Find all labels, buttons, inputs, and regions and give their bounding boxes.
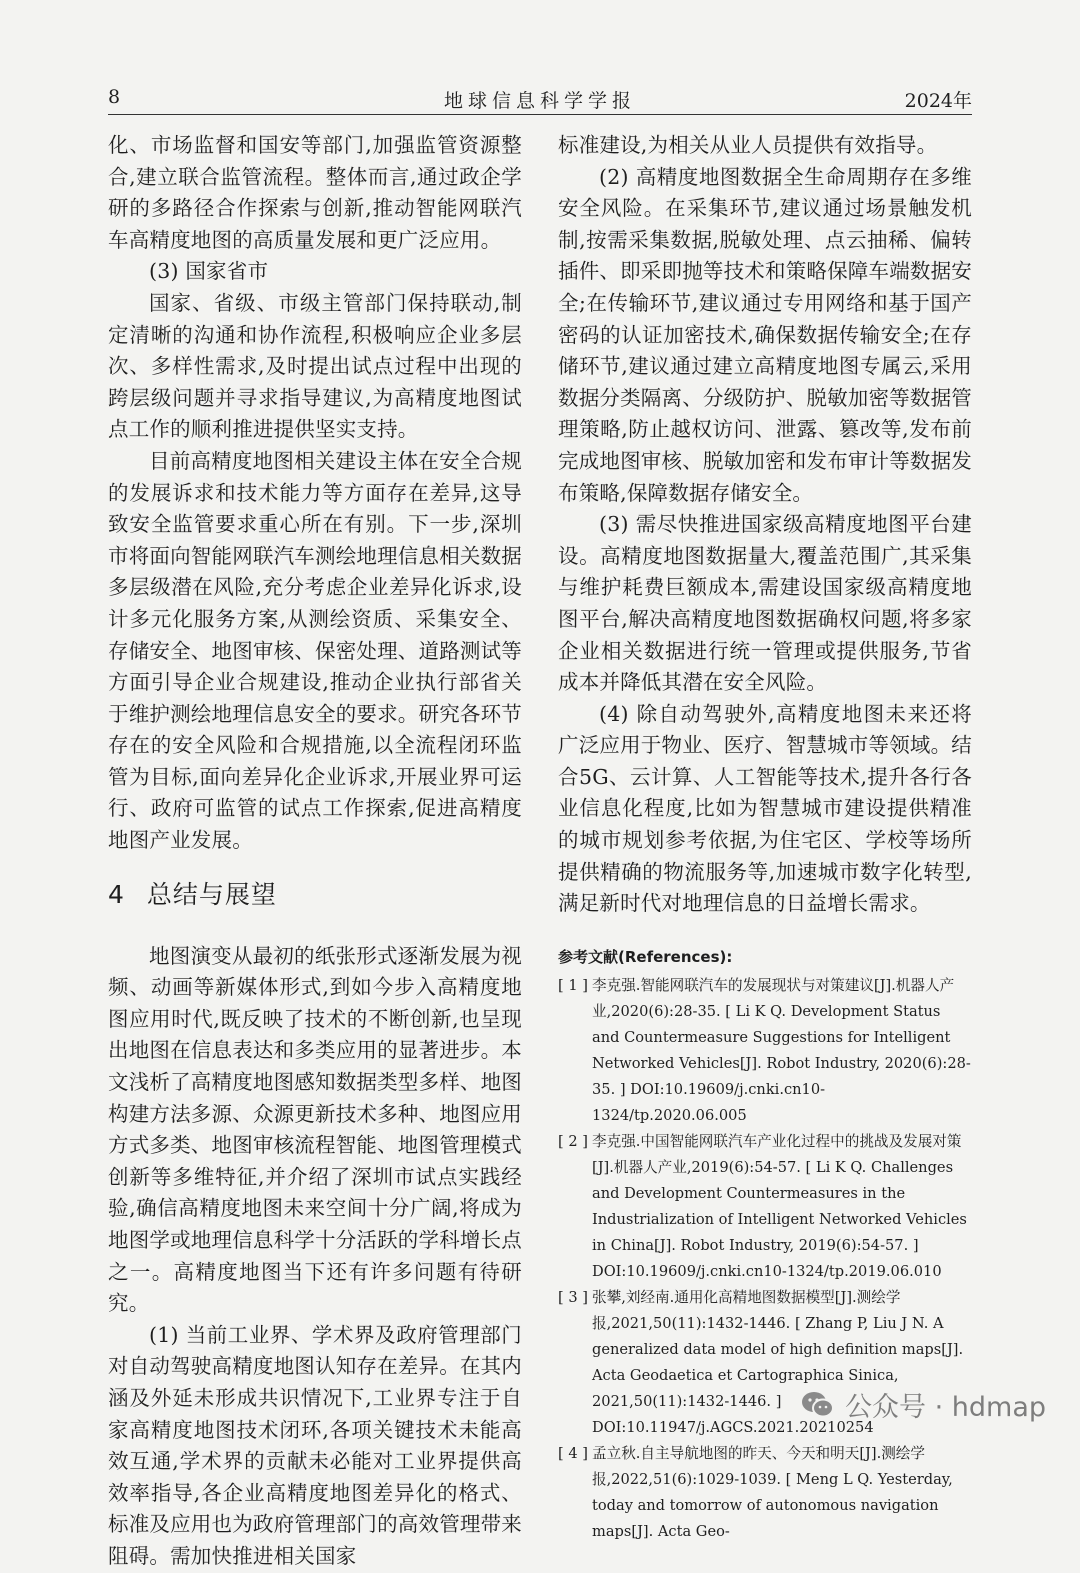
reference-item [558,973,972,1129]
left-column [108,130,522,1573]
paragraph: 标准建设,为相关从业人员提供有效指导。 [558,133,938,157]
subsection-heading: (3) 国家省市 [149,259,269,284]
paragraph: (1) 当前工业界、学术界及政府管理部门对自动驾驶高精度地图认知存在差异。在其内涵及外延未形成共识情况下,工业界专注于自家高精度地图技术闭环,各项关键技术未能高效互通,学术界的贡献未必能对工业界提供高效率指导,各企业高精度地图差异化的格式、标准及应用也为政府管理部门的高效管理带来阻碍。需加快推进相关国家 [108,1322,522,1568]
watermark-text: 公众号 · hdmap [845,1392,1046,1423]
section-title: 总结与展望 [146,879,277,909]
references-heading: 参考文献(References): [558,947,733,966]
paragraph: 化、市场监督和国安等部门,加强监管资源整合,建立联合监管流程。整体而言,通过政企学研的多路径合作探索与创新,推动智能网联汽车高精度地图的高质量发展和更广泛应用。 [108,133,522,252]
running-header [108,84,972,115]
reference-item [558,1441,972,1545]
watermark [801,1385,1046,1424]
reference-number: [ 1 ] [558,976,588,994]
reference-text: 李克强.中国智能网联汽车产业化过程中的挑战及发展对策[J].机器人产业,2019(6):54-57. [ Li K Q. Challenges and Development Countermeasures in the Industrialization of Intelligent Networked Vehicles in China[J]. Robot Industry, 2019(6):54-57. ] DOI:10.19609/j.cnki.cn10-1324/tp.2019.06.010 [592,1132,967,1280]
issue-year: 2024年 [904,90,972,112]
reference-number: [ 4 ] [558,1444,588,1462]
reference-text: 孟立秋.自主导航地图的昨天、今天和明天[J].测绘学报,2022,51(6):1029-1039. [ Meng L Q. Yesterday, today and tomorrow of autonomous navigation maps[J]. Acta Geo- [592,1444,953,1540]
paragraph: (4) 除自动驾驶外,高精度地图未来还将广泛应用于物业、医疗、智慧城市等领域。结合5G、云计算、人工智能等技术,提升各行各业信息化程度,比如为智慧城市建设提供精准的城市规划参考依据,为住宅区、学校等场所提供精确的物流服务等,加速城市数字化转型,满足新时代对地理信息的日益增长需求。 [558,701,972,916]
reference-item [558,1129,972,1285]
right-column [558,130,972,1545]
paragraph: 目前高精度地图相关建设主体在安全合规的发展诉求和技术能力等方面存在差异,这导致安全监管要求重心所在有别。下一步,深圳市将面向智能网联汽车测绘地理信息相关数据多层级潜在风险,充分考虑企业差异化诉求,设计多元化服务方案,从测绘资质、采集安全、存储安全、地图审核、保密处理、道路测试等方面引导企业合规建设,推动企业执行部省关于维护测绘地理信息安全的要求。研究各环节存在的安全风险和合规措施,以全流程闭环监管为目标,面向差异化企业诉求,开展业界可运行、政府可监管的试点工作探索,促进高精度地图产业发展。 [108,448,522,853]
paragraph: 国家、省级、市级主管部门保持联动,制定清晰的沟通和协作流程,积极响应企业多层次、多样性需求,及时提出试点过程中出现的跨层级问题并寻求指导建议,为高精度地图试点工作的顺利推进提供坚实支持。 [108,290,522,442]
journal-name: 地球信息科学学报 [443,90,636,112]
page-number: 8 [108,86,121,108]
wechat-icon [801,1390,835,1420]
paragraph: (2) 高精度地图数据全生命周期存在多维安全风险。在采集环节,建议通过场景触发机制,按需采集数据,脱敏处理、点云抽稀、偏转插件、即采即抛等技术和策略保障车端数据安全;在传输环节,建议通过专用网络和基于国产密码的认证加密技术,确保数据传输安全;在存储环节,建议通过建立高精度地图专属云,采用数据分类隔离、分级防护、脱敏加密等数据管理策略,防止越权访问、泄露、篡改等,发布前完成地图审核、脱敏加密和发布审计等数据发布策略,保障数据存储安全。 [558,164,972,505]
paragraph: (3) 需尽快推进国家级高精度地图平台建设。高精度地图数据量大,覆盖范围广,其采集与维护耗费巨额成本,需建设国家级高精度地图平台,解决高精度地图数据确权问题,将多家企业相关数据进行统一管理或提供服务,节省成本并降低其潜在安全风险。 [558,512,972,695]
reference-text: 张攀,刘经南.通用化高精地图数据模型[J].测绘学报,2021,50(11):1432-1446. [ Zhang P, Liu J N. A generalized data model of high definition maps[J]. Acta Geodaetica et Cartographica Sinica, 2021,50(11):1432-1446. ] DOI:10.11947/j.AGCS.2021.20210254 [592,1288,964,1436]
reference-number: [ 2 ] [558,1132,588,1150]
paragraph: 地图演变从最初的纸张形式逐渐发展为视频、动画等新媒体形式,到如今步入高精度地图应用时代,既反映了技术的不断创新,也呈现出地图在信息表达和多类应用的显著进步。本文浅析了高精度地图感知数据类型多样、地图构建方法多源、众源更新技术多种、地图应用方式多类、地图审核流程智能、地图管理模式创新等多维特征,并介绍了深圳市试点实践经验,确信高精度地图未来空间十分广阔,将成为地图学或地理信息科学十分活跃的学科增长点之一。高精度地图当下还有许多问题有待研究。 [108,943,522,1316]
section-number: 4 [108,879,125,909]
reference-text: 李克强.智能网联汽车的发展现状与对策建议[J].机器人产业,2020(6):28-35. [ Li K Q. Development Status and Countermeasure Suggestions for Intelligent Networked Vehicles[J]. Robot Industry, 2020(6):28-35. ] DOI:10.19609/j.cnki.cn10-1324/tp.2020.06.005 [592,976,971,1124]
section-heading [108,875,522,911]
reference-number: [ 3 ] [558,1288,588,1306]
